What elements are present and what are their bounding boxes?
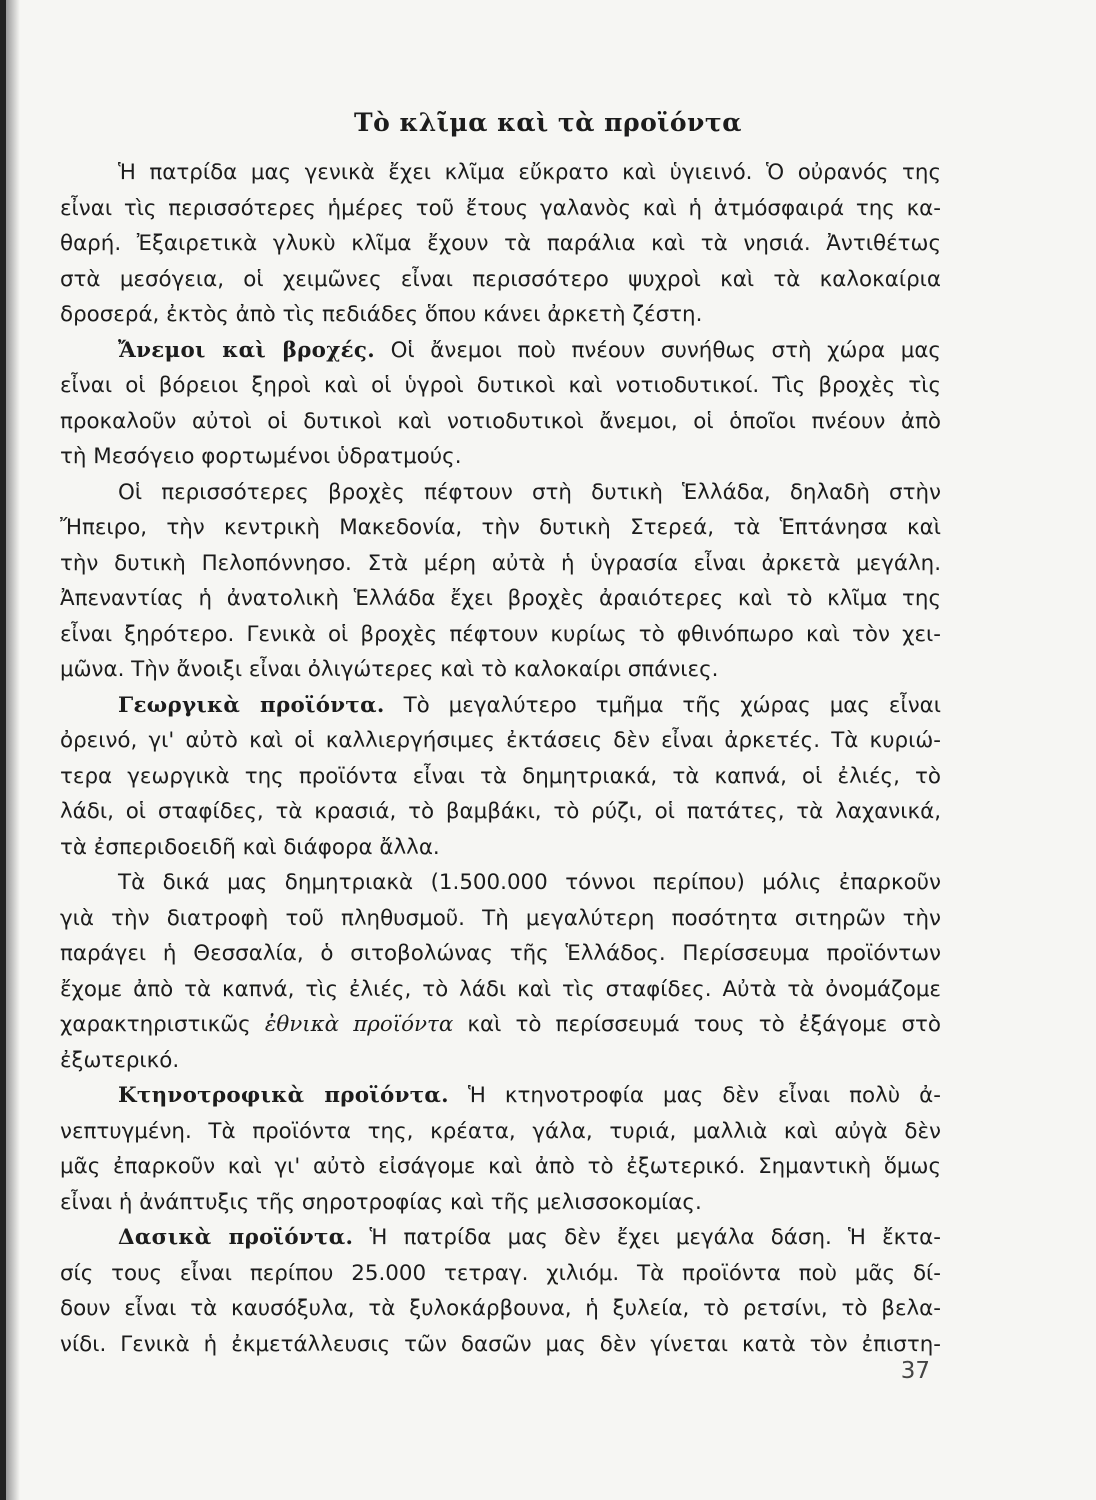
text-line xyxy=(60,1327,941,1363)
text-line xyxy=(60,1149,941,1185)
line-text: εἶναι ξηρότερο. Γενικὰ οἱ βροχὲς πέφτουν κυρίως τὸ φθινόπωρο καὶ τὸν χει- xyxy=(60,621,941,647)
text-line xyxy=(60,368,941,404)
line-text: καὶ τὸ περίσσευμά τους τὸ ἐξάγομε στὸ xyxy=(467,1012,941,1037)
line-text: ὀρεινό, γι' αὐτὸ καὶ οἱ καλλιεργήσιμες ἐκτάσεις δὲν εἶναι ἀρκετές. Τὰ κυριώ- xyxy=(60,728,941,753)
line-text: μῶνα. Τὴν ἄνοιξι εἶναι ὀλιγώτερες καὶ τὸ καλοκαίρι σπάνιες. xyxy=(60,657,719,682)
line-text: εἶναι τὶς περισσότερες ἡμέρες τοῦ ἔτους γαλανὸς καὶ ἡ ἀτμόσφαιρά της κα- xyxy=(60,195,941,221)
text-line xyxy=(60,1007,941,1043)
text-line xyxy=(60,1291,941,1327)
line-text: λάδι, οἱ σταφίδες, τὰ κρασιά, τὸ βαμβάκι, τὸ ρύζι, οἱ πατάτες, τὰ λαχανικά, xyxy=(60,799,941,824)
text-line xyxy=(60,901,941,937)
body-text xyxy=(60,155,941,1362)
text-line xyxy=(60,830,941,866)
text-line xyxy=(60,510,941,546)
line-text: Ἡ πατρίδα μας γενικὰ ἔχει κλῖμα εὔκρατο καὶ ὑγιεινό. Ὁ οὐρανός της xyxy=(118,160,941,185)
line-text: τὰ ἐσπεριδοειδῆ καὶ διάφορα ἄλλα. xyxy=(60,834,440,860)
text-line xyxy=(60,333,941,369)
text-line xyxy=(60,546,941,582)
line-text: τὴν δυτικὴ Πελοπόννησο. Στὰ μέρη αὐτὰ ἡ ὑγρασία εἶναι ἀρκετὰ μεγάλη. xyxy=(60,550,941,576)
line-text: τὴ Μεσόγειο φορτωμένοι ὑδρατμούς. xyxy=(60,444,462,469)
text-line xyxy=(60,1185,941,1221)
text-line xyxy=(60,972,941,1008)
line-text: γιὰ τὴν διατροφὴ τοῦ πληθυσμοῦ. Τὴ μεγαλύτερη ποσότητα σιτηρῶν τὴν xyxy=(60,905,941,931)
line-text: Ἀπεναντίας ἡ ἀνατολικὴ Ἑλλάδα ἔχει βροχὲς ἀραιότερες καὶ τὸ κλῖμα της xyxy=(60,586,941,611)
text-line xyxy=(60,688,941,724)
line-text: νεπτυγμένη. Τὰ προϊόντα της, κρέατα, γάλα, τυριά, μαλλιὰ καὶ αὐγὰ δὲν xyxy=(60,1118,941,1144)
line-text: Ἡ πατρίδα μας δὲν ἔχει μεγάλα δάση. Ἡ ἔκτα- xyxy=(369,1225,941,1250)
text-line xyxy=(60,475,941,511)
line-text: Ἡ κτηνοτροφία μας δὲν εἶναι πολὺ ἀ- xyxy=(468,1083,941,1108)
italic-term-national-products: ἐθνικὰ προϊόντα xyxy=(264,1012,454,1037)
line-text: χαρακτηριστικῶς xyxy=(60,1012,251,1037)
line-text: προκαλοῦν αὐτοὶ οἱ δυτικοὶ καὶ νοτιοδυτικοὶ ἄνεμοι, οἱ ὁποῖοι πνέουν ἀπὸ xyxy=(60,408,941,434)
line-text: σίς τους εἶναι περίπου 25.000 τετραγ. χιλιόμ. Τὰ προϊόντα ποὺ μᾶς δί- xyxy=(60,1260,941,1286)
line-text: παράγει ἡ Θεσσαλία, ὁ σιτοβολώνας τῆς Ἑλλάδος. Περίσσευμα προϊόντων xyxy=(60,941,941,966)
line-text: τερα γεωργικὰ της προϊόντα εἶναι τὰ δημητριακά, τὰ καπνά, οἱ ἐλιές, τὸ xyxy=(60,763,941,789)
line-text: θαρή. Ἐξαιρετικὰ γλυκὺ κλῖμα ἔχουν τὰ παράλια καὶ τὰ νησιά. Ἀντιθέτως xyxy=(60,231,941,256)
text-line xyxy=(60,723,941,759)
text-line xyxy=(60,226,941,262)
text-line xyxy=(60,404,941,440)
line-text: δροσερά, ἐκτὸς ἀπὸ τὶς πεδιάδες ὅπου κάνει ἀρκετὴ ζέστη. xyxy=(60,302,703,327)
section-heading-forest-products: Δασικὰ προϊόντα. xyxy=(118,1225,354,1250)
text-line xyxy=(60,936,941,972)
line-text: μᾶς ἐπαρκοῦν καὶ γι' αὐτὸ εἰσάγομε καὶ ἀπὸ τὸ ἐξωτερικό. Σημαντικὴ ὅμως xyxy=(60,1154,941,1179)
scan-edge-shadow xyxy=(6,0,20,1500)
page-number: 37 xyxy=(900,1358,930,1384)
text-line xyxy=(60,794,941,830)
text-line xyxy=(60,759,941,795)
line-text: Οἱ ἄνεμοι ποὺ πνέουν συνήθως στὴ χώρα μας xyxy=(390,337,941,363)
text-line xyxy=(60,1220,941,1256)
text-line xyxy=(60,1043,941,1079)
line-text: εἶναι ἡ ἀνάπτυξις τῆς σηροτροφίας καὶ τῆς μελισσοκομίας. xyxy=(60,1189,702,1215)
line-text: νίδι. Γενικὰ ἡ ἐκμετάλλευσις τῶν δασῶν μας δὲν γίνεται κατὰ τὸν ἐπιστη- xyxy=(60,1331,941,1357)
line-text: Ἤπειρο, τὴν κεντρικὴ Μακεδονία, τὴν δυτικὴ Στερεά, τὰ Ἑπτάνησα καὶ xyxy=(60,515,941,540)
text-line xyxy=(60,439,941,475)
line-text: εἶναι οἱ βόρειοι ξηροὶ καὶ οἱ ὑγροὶ δυτικοὶ καὶ νοτιοδυτικοί. Τὶς βροχὲς τὶς xyxy=(60,373,941,398)
line-text: Τὸ μεγαλύτερο τμῆμα τῆς χώρας μας εἶναι xyxy=(403,692,941,718)
text-line xyxy=(60,191,941,227)
text-line xyxy=(60,865,941,901)
text-line xyxy=(60,262,941,298)
text-line xyxy=(60,652,941,688)
line-text: δουν εἶναι τὰ καυσόξυλα, τὰ ξυλοκάρβουνα, ἡ ξυλεία, τὸ ρετσίνι, τὸ βελα- xyxy=(60,1296,941,1321)
line-text: Οἱ περισσότερες βροχὲς πέφτουν στὴ δυτικὴ Ἑλλάδα, δηλαδὴ στὴν xyxy=(118,479,941,505)
text-line xyxy=(60,1256,941,1292)
line-text: ἐξωτερικό. xyxy=(60,1047,180,1073)
text-line xyxy=(60,1114,941,1150)
page-title: Τὸ κλῖμα καὶ τὰ προϊόντα xyxy=(354,108,742,137)
section-heading-agricultural-products: Γεωργικὰ προϊόντα. xyxy=(118,692,385,718)
text-line xyxy=(60,155,941,191)
line-text: στὰ μεσόγεια, οἱ χειμῶνες εἶναι περισσότερο ψυχροὶ καὶ τὰ καλοκαίρια xyxy=(60,266,941,292)
text-line xyxy=(60,581,941,617)
section-heading-winds-rain: Ἄνεμοι καὶ βροχές. xyxy=(118,337,375,363)
text-line xyxy=(60,297,941,333)
text-line xyxy=(60,617,941,653)
line-text: Τὰ δικά μας δημητριακὰ (1.500.000 τόννοι περίπου) μόλις ἐπαρκοῦν xyxy=(118,870,941,895)
line-text: ἔχομε ἀπὸ τὰ καπνά, τὶς ἐλιές, τὸ λάδι καὶ τὶς σταφίδες. Αὐτὰ τὰ ὀνομάζομε xyxy=(60,976,941,1002)
text-line xyxy=(60,1078,941,1114)
section-heading-livestock-products: Κτηνοτροφικὰ προϊόντα. xyxy=(118,1083,449,1108)
